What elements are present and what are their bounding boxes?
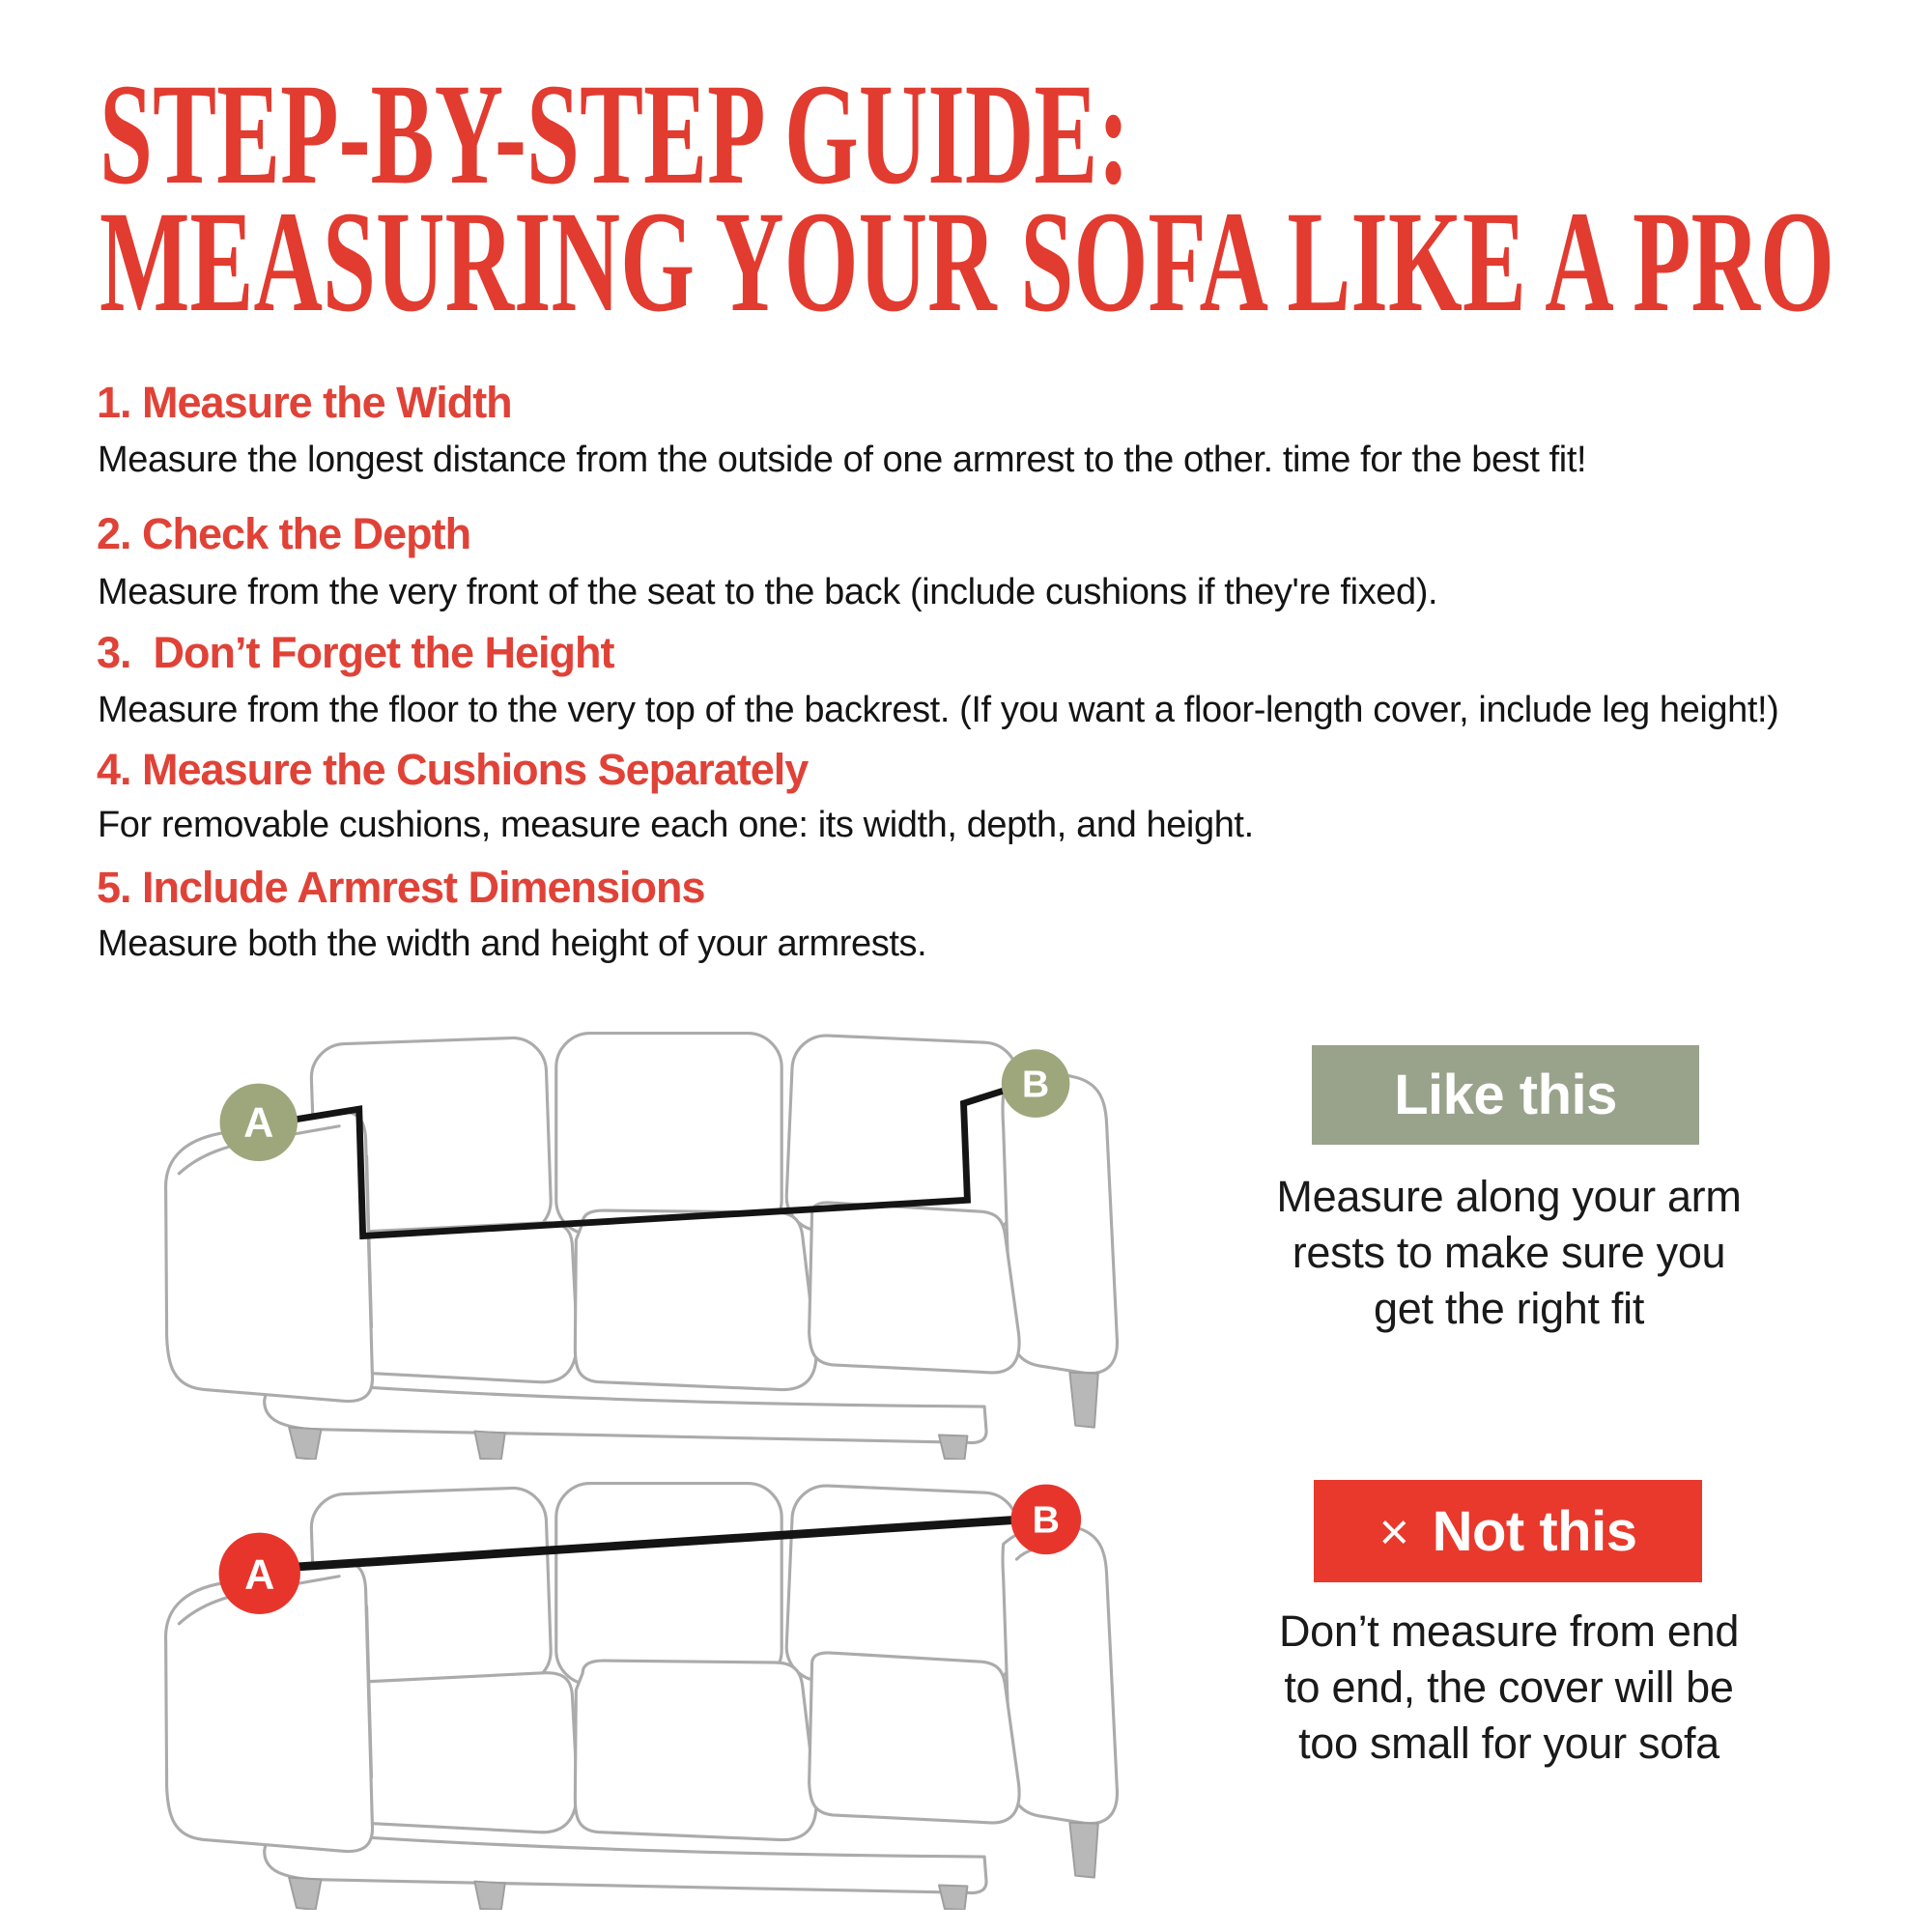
step-4-heading: 4. Measure the Cushions Separately	[97, 745, 809, 794]
step-3-heading: 3. Don’t Forget the Height	[97, 628, 614, 677]
step-2-heading: 2. Check the Depth	[97, 509, 471, 558]
not-this-badge	[1314, 1480, 1702, 1582]
not-desc-line-3: too small for your sofa	[1298, 1719, 1719, 1768]
like-desc-line-3: get the right fit	[1373, 1284, 1645, 1333]
sofa-incorrect-illustration	[145, 1464, 1140, 1910]
like-this-badge-label: Like this	[1394, 1064, 1617, 1126]
marker-a-label: A	[244, 1551, 275, 1599]
not-desc-line-2: to end, the cover will be	[1284, 1662, 1734, 1712]
step-1-body: Measure the longest distance from the outside of one armrest to the other. time for the best fit!	[98, 440, 1587, 480]
step-5-body: Measure both the width and height of your armrests.	[98, 923, 927, 964]
step-1-heading: 1. Measure the Width	[97, 378, 512, 427]
step-4-body: For removable cushions, measure each one: its width, depth, and height.	[98, 805, 1254, 845]
like-desc-line-1: Measure along your arm	[1276, 1172, 1742, 1221]
like-desc-line-2: rests to make sure you	[1292, 1228, 1726, 1277]
not-this-badge-label: Not this	[1432, 1499, 1637, 1563]
step-5-heading: 5. Include Armrest Dimensions	[97, 863, 705, 912]
step-3-body: Measure from the floor to the very top of the backrest. (If you want a floor-length cover, include leg height!)	[98, 690, 1779, 730]
like-this-description	[1238, 1169, 1779, 1337]
marker-b-label: B	[1032, 1498, 1061, 1542]
marker-a-label: A	[243, 1099, 274, 1147]
not-desc-line-1: Don’t measure from end	[1278, 1606, 1740, 1656]
x-icon: ×	[1378, 1503, 1409, 1561]
step-2-body: Measure from the very front of the seat to the back (include cushions if they're fixed).	[98, 572, 1438, 612]
page-title-line-1: STEP-BY-STEP GUIDE:	[99, 54, 1130, 214]
marker-b-label: B	[1021, 1063, 1050, 1106]
not-this-description	[1238, 1604, 1779, 1772]
sofa-correct-illustration	[145, 1014, 1140, 1460]
page-title-line-2: MEASURING YOUR SOFA LIKE A PRO	[99, 182, 1834, 342]
like-this-badge	[1312, 1045, 1699, 1145]
